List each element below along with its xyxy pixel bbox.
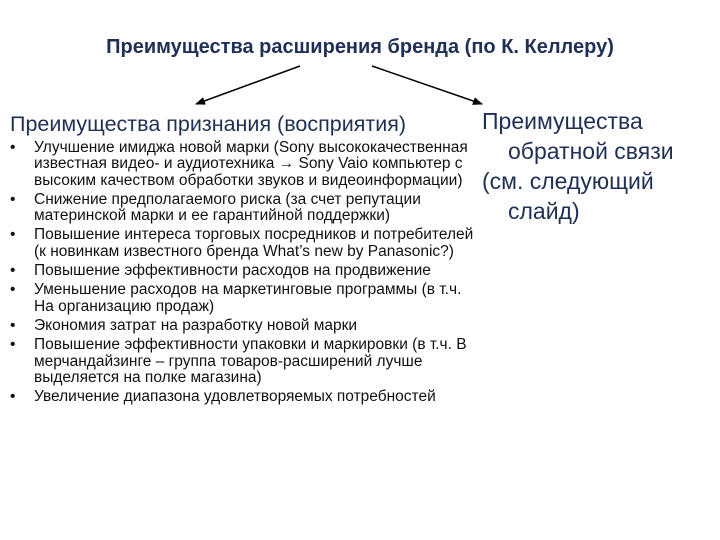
benefit-text: Повышение эффективности расходов на продвижение xyxy=(34,262,431,280)
recognition-benefits-heading: Преимущества признания (восприятия) xyxy=(10,112,407,136)
bullet: • xyxy=(10,262,16,280)
list-item xyxy=(10,389,480,405)
bullet: • xyxy=(10,316,16,334)
feedback-heading-line: слайд) xyxy=(508,198,580,224)
arrow-to-left-branch xyxy=(196,66,300,104)
feedback-benefits-heading xyxy=(476,106,706,226)
list-item xyxy=(10,282,480,315)
page-title: Преимущества расширения бренда (по К. Келлеру) xyxy=(106,36,614,58)
recognition-benefits-list xyxy=(10,140,480,408)
feedback-heading-line: (см. следующий xyxy=(482,168,654,194)
bullet: • xyxy=(10,139,16,156)
benefit-text: Снижение предполагаемого риска (за счет репутации материнской марки и ее гарантийной поддержки) xyxy=(34,190,421,225)
list-item xyxy=(10,140,480,189)
bullet: • xyxy=(10,336,16,354)
list-item xyxy=(10,227,480,260)
list-item xyxy=(10,192,480,225)
benefit-text: Улучшение имиджа новой марки (Sony высококачественная известная видео- и аудиотехника → Sony Vaio компьютер с высоким качеством обработки звуков и видеоинформации) xyxy=(34,139,468,189)
list-item xyxy=(10,263,480,279)
arrow-to-right-branch xyxy=(372,66,482,104)
bullet: • xyxy=(10,388,16,406)
list-item xyxy=(10,337,480,386)
bullet: • xyxy=(10,281,16,299)
feedback-heading-line: Преимущества xyxy=(482,108,643,134)
benefit-text: Повышение эффективности упаковки и маркировки (в т.ч. В мерчандайзинге – группа товаров-расширений лучше выделяется на полке магазина) xyxy=(34,336,467,386)
benefit-text: Экономия затрат на разработку новой марки xyxy=(34,316,358,334)
list-item xyxy=(10,318,480,334)
benefit-text: Уменьшение расходов на маркетинговые программы (в т.ч. На организацию продаж) xyxy=(34,281,462,315)
bullet: • xyxy=(10,190,16,208)
bullet: • xyxy=(10,226,16,244)
benefit-text: Повышение интереса торговых посредников и потребителей (к новинкам известного бренда What’s new by Panasonic?) xyxy=(34,226,474,260)
feedback-heading-line: обратной связи xyxy=(508,138,674,164)
benefit-text: Увеличение диапазона удовлетворяемых потребностей xyxy=(34,388,436,406)
